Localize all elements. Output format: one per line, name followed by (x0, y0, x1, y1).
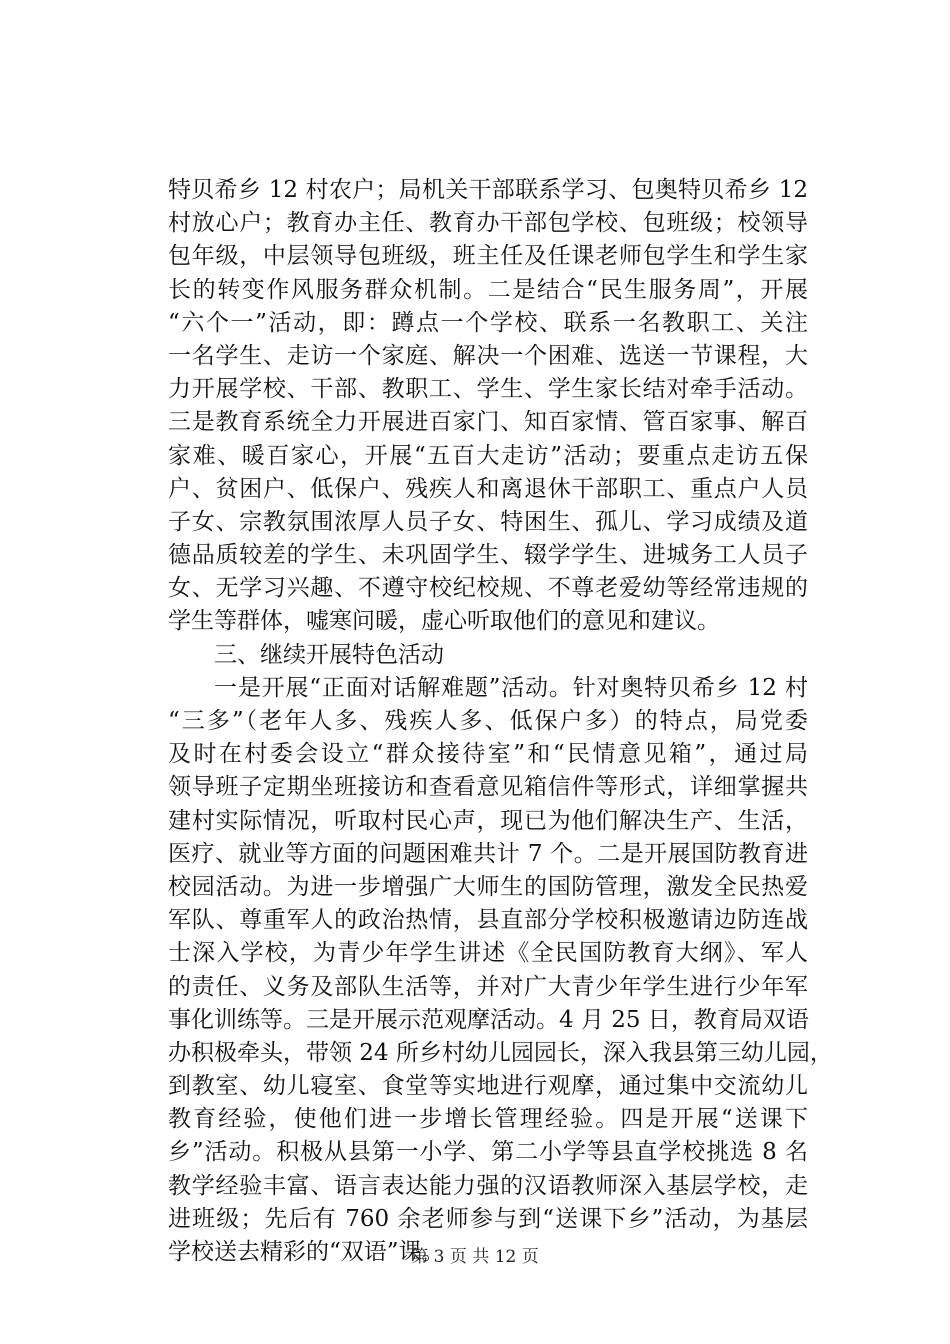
text-line: 村放心户；教育办主任、教育办干部包学校、包班级；校领导 (168, 210, 808, 237)
text-line: 领导班子定期坐班接访和查看意见箱信件等形式，详细掌握共 (168, 774, 808, 801)
text-line: 进班级；先后有 760 余老师参与到“送课下乡”活动，为基层 (168, 1205, 808, 1232)
text-line: 军队、尊重军人的政治热情，县直部分学校积极邀请边防连战 (168, 907, 808, 934)
text-line: 教学经验丰富、语言表达能力强的汉语教师深入基层学校，走 (168, 1172, 808, 1199)
text-line: 一是开展“正面对话解难题”活动。针对奥特贝希乡 12 村 (214, 674, 808, 701)
text-line: 户、贫困户、低保户、残疾人和离退休干部职工、重点户人员 (168, 475, 808, 502)
text-line: 家难、暖百家心，开展“五百大走访”活动；要重点走访五保 (168, 442, 808, 469)
section-heading: 三、继续开展特色活动 (214, 641, 444, 668)
text-line: 长的转变作风服务群众机制。二是结合“民生服务周”，开展 (168, 276, 808, 303)
text-line: “六个一”活动，即：蹲点一个学校、联系一名教职工、关注 (168, 309, 808, 336)
text-line: 事化训练等。三是开展示范观摩活动。4 月 25 日，教育局双语 (168, 1006, 809, 1033)
text-line: 乡”活动。积极从县第一小学、第二小学等县直学校挑选 8 名 (168, 1139, 808, 1166)
text-line: 女、无学习兴趣、不遵守校纪校规、不尊老爱幼等经常违规的 (168, 575, 808, 602)
text-line: 的责任、义务及部队生活等，并对广大青少年学生进行少年军 (168, 973, 808, 1000)
text-line: 子女、宗教氛围浓厚人员子女、特困生、孤儿、学习成绩及道 (168, 508, 808, 535)
text-line: 办积极牵头，带领 24 所乡村幼儿园园长，深入我县第三幼儿园， (168, 1039, 833, 1066)
text-line: 三是教育系统全力开展进百家门、知百家情、管百家事、解百 (168, 409, 808, 436)
body-text (168, 174, 833, 1269)
text-line: 学校送去精彩的“双语”课。 (168, 1239, 445, 1265)
text-line: 校园活动。为进一步增强广大师生的国防管理，激发全民热爱 (168, 873, 808, 900)
text-line: 德品质较差的学生、未巩固学生、辍学学生、进城务工人员子 (168, 542, 808, 569)
page-number-footer: 第 3 页 共 12 页 (411, 1247, 539, 1267)
text-line: 到教室、幼儿寝室、食堂等实地进行观摩，通过集中交流幼儿 (168, 1073, 808, 1100)
text-line: 一名学生、走访一个家庭、解决一个困难、选送一节课程，大 (168, 342, 808, 369)
text-line: 教育经验，使他们进一步增长管理经验。四是开展“送课下 (168, 1106, 808, 1133)
text-line: 特贝希乡 12 村农户；局机关干部联系学习、包奥特贝希乡 12 (168, 177, 808, 203)
text-line: 包年级，中层领导包班级，班主任及任课老师包学生和学生家 (168, 243, 808, 270)
text-line: 医疗、就业等方面的问题困难共计 7 个。二是开展国防教育进 (168, 840, 808, 867)
text-line: 士深入学校，为青少年学生讲述《全民国防教育大纲》、军人 (168, 940, 808, 967)
text-line: 及时在村委会设立“群众接待室”和“民情意见箱”，通过局 (168, 741, 808, 768)
text-line: “三多”（老年人多、残疾人多、低保户多）的特点，局党委 (168, 708, 808, 734)
text-line: 建村实际情况，听取村民心声，现已为他们解决生产、生活， (168, 807, 808, 834)
text-line: 力开展学校、干部、教职工、学生、学生家长结对牵手活动。 (168, 376, 808, 403)
text-line: 学生等群体，嘘寒问暖，虚心听取他们的意见和建议。 (168, 608, 720, 635)
